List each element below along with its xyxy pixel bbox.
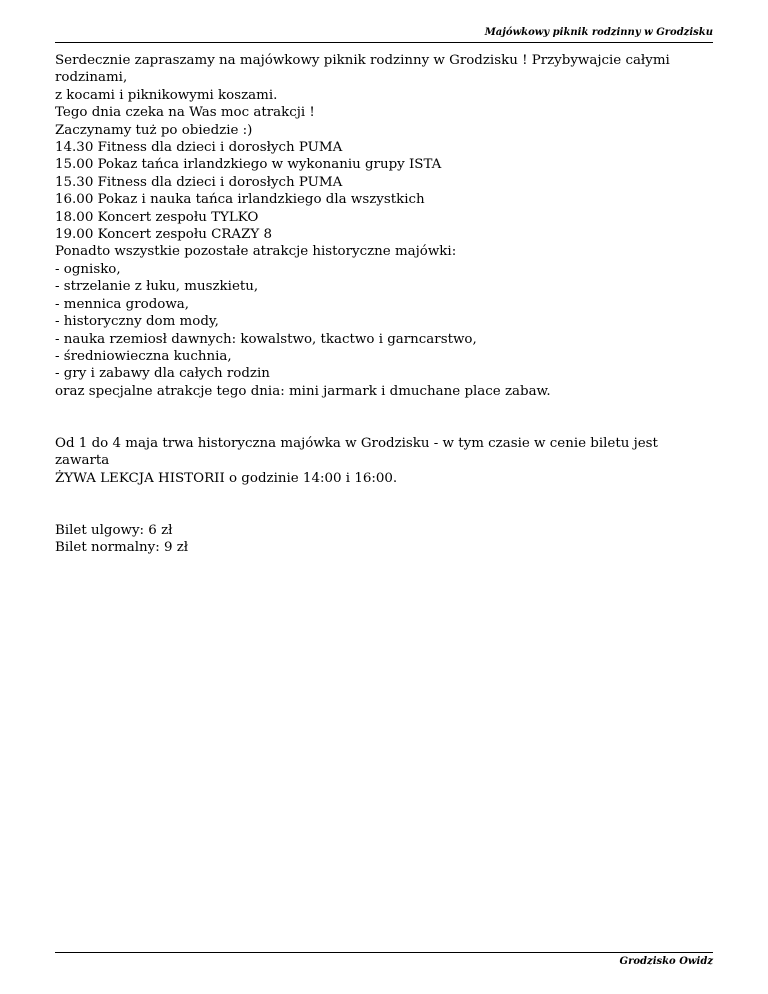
- intro-line: Serdecznie zapraszamy na majówkowy piknik rodzinny w Grodzisku ! Przybywajcie całymi rodzinami,: [55, 53, 670, 86]
- history-lesson-line: Od 1 do 4 maja trwa historyczna majówka w Grodzisku - w tym czasie w cenie biletu jest zawarta: [55, 435, 658, 469]
- page-header-title: Majówkowy piknik rodzinny w Grodzisku: [484, 27, 713, 38]
- schedule-item: 15.30 Fitness dla dzieci i dorosłych PUMA: [55, 174, 343, 190]
- history-lesson-line: ŻYWA LEKCJA HISTORII o godzinie 14:00 i 16:00.: [55, 470, 398, 486]
- attraction-item: - średniowieczna kuchnia,: [55, 348, 232, 364]
- schedule-item: 19.00 Koncert zespołu CRAZY 8: [55, 227, 273, 243]
- history-lesson-paragraph: [55, 435, 713, 487]
- schedule-item: 18.00 Koncert zespołu TYLKO: [55, 209, 259, 225]
- schedule-item: 14.30 Fitness dla dzieci i dorosłych PUMA: [55, 140, 343, 156]
- page-footer: [55, 952, 713, 969]
- attractions-list: [55, 243, 713, 382]
- schedule-list: [55, 139, 713, 243]
- page-footer-text: Grodzisko Owidz: [619, 956, 713, 967]
- ticket-reduced: Bilet ulgowy: 6 zł: [55, 522, 173, 538]
- intro-line: Zaczynamy tuż po obiedzie :): [55, 122, 253, 138]
- attractions-heading: Ponadto wszystkie pozostałe atrakcje historyczne majówki:: [55, 244, 457, 260]
- document-body: [55, 52, 713, 557]
- attraction-item: - historyczny dom mody,: [55, 314, 219, 330]
- attraction-item: - ognisko,: [55, 261, 121, 277]
- special-attractions: [55, 383, 713, 400]
- ticket-normal: Bilet normalny: 9 zł: [55, 540, 189, 556]
- page-header: [55, 24, 713, 43]
- intro-line: z kocami i piknikowymi koszami.: [55, 87, 278, 103]
- attraction-item: - strzelanie z łuku, muszkietu,: [55, 279, 259, 295]
- intro-paragraph: [55, 52, 713, 139]
- intro-line: Tego dnia czeka na Was moc atrakcji !: [55, 105, 315, 121]
- ticket-prices: [55, 522, 713, 557]
- attraction-item: - mennica grodowa,: [55, 296, 190, 312]
- attraction-item: - nauka rzemiosł dawnych: kowalstwo, tkactwo i garncarstwo,: [55, 331, 477, 347]
- schedule-item: 15.00 Pokaz tańca irlandzkiego w wykonaniu grupy ISTA: [55, 157, 442, 173]
- schedule-item: 16.00 Pokaz i nauka tańca irlandzkiego dla wszystkich: [55, 192, 425, 208]
- attraction-item: - gry i zabawy dla całych rodzin: [55, 366, 270, 382]
- special-attractions-text: oraz specjalne atrakcje tego dnia: mini jarmark i dmuchane place zabaw.: [55, 383, 551, 399]
